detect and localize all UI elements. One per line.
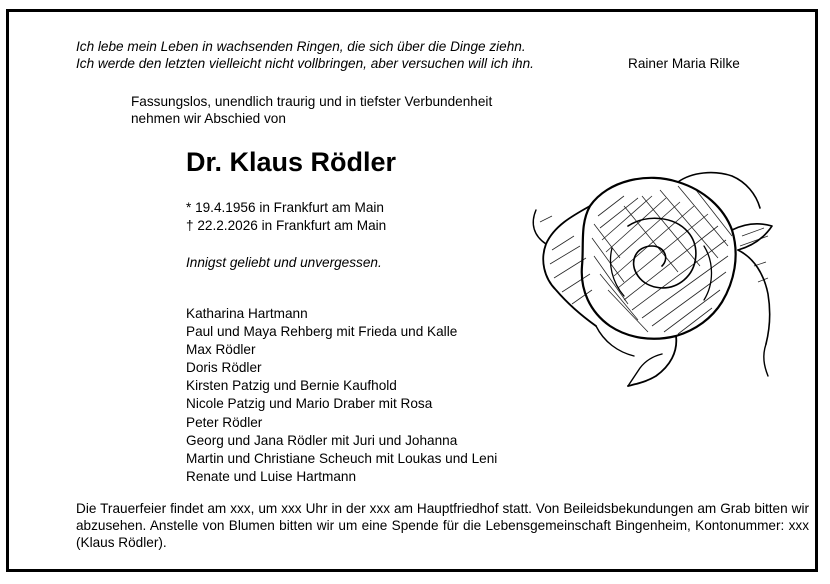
- intro-line-1: Fassungslos, unendlich traurig und in tiefster Verbundenheit: [131, 94, 493, 109]
- rose-sketch-icon: [528, 166, 778, 390]
- birth-date: * 19.4.1956 in Frankfurt am Main: [186, 200, 384, 215]
- memorial-motto: Innigst geliebt und unvergessen.: [186, 255, 382, 270]
- mourner-item: Georg und Jana Rödler mit Juri und Johanna: [186, 432, 458, 448]
- life-dates: [186, 199, 386, 235]
- mourners-list: [186, 305, 497, 486]
- mourner-item: Peter Rödler: [186, 414, 263, 430]
- mourner-item: Kirsten Patzig und Bernie Kaufhold: [186, 378, 397, 394]
- funeral-notice: Die Trauerfeier findet am xxx, um xxx Uhr in der xxx am Hauptfriedhof statt. Von Beileidsbekundungen am Grab bitten wir abzusehen. Anstelle von Blumen bitten wir um eine Spende für die Lebensgemeinschaft Bingenheim, Kontonummer: xxx (Klaus Rödler).: [76, 501, 809, 550]
- death-date: † 22.2.2026 in Frankfurt am Main: [186, 218, 387, 233]
- mourner-item: Renate und Luise Hartmann: [186, 468, 357, 484]
- quote-line-2: Ich werde den letzten vielleicht nicht vollbringen, aber versuchen will ich ihn.: [76, 56, 534, 71]
- quote-line-1: Ich lebe mein Leben in wachsenden Ringen, die sich über die Dinge ziehn.: [76, 39, 526, 54]
- rilke-quote: [76, 38, 534, 72]
- mourner-item: Paul und Maya Rehberg mit Frieda und Kalle: [186, 324, 458, 340]
- mourner-item: Max Rödler: [186, 342, 256, 358]
- mourner-item: Doris Rödler: [186, 360, 262, 376]
- intro-line-2: nehmen wir Abschied von: [131, 111, 286, 126]
- intro-text: [131, 93, 492, 127]
- deceased-name: Dr. Klaus Rödler: [186, 147, 397, 177]
- mourner-item: Martin und Christiane Scheuch mit Loukas und Leni: [186, 450, 498, 466]
- mourner-item: Nicole Patzig und Mario Draber mit Rosa: [186, 396, 433, 412]
- quote-author: Rainer Maria Rilke: [628, 56, 740, 71]
- mourner-item: Katharina Hartmann: [186, 306, 308, 321]
